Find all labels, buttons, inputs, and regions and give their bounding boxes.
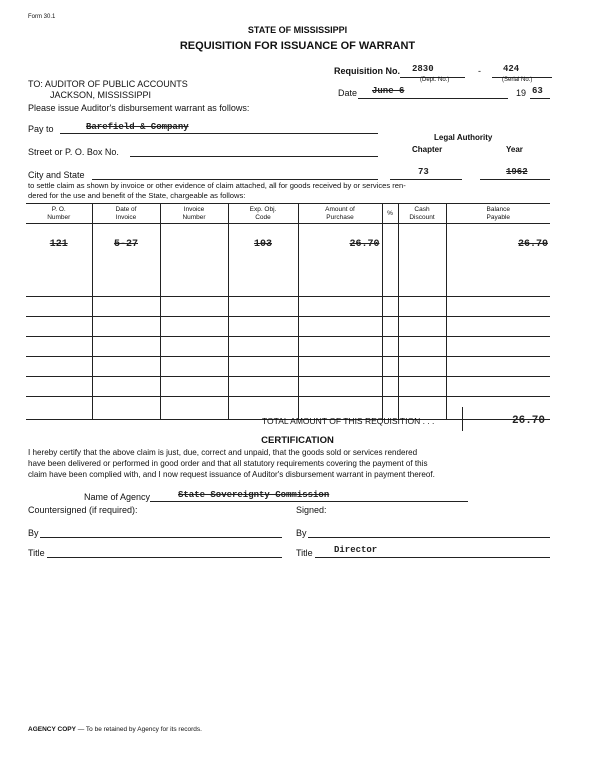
header-invoice-text: Invoice Number bbox=[182, 206, 206, 221]
header-percent bbox=[382, 204, 398, 224]
form-number: Form 30.1 bbox=[28, 14, 56, 20]
footer-copy bbox=[28, 726, 202, 733]
header-cash-text: Cash Discount bbox=[409, 206, 435, 221]
city-line bbox=[92, 179, 378, 180]
instruction-text: Please issue Auditor's disbursement warrant as follows: bbox=[28, 103, 250, 113]
cell-discount[interactable] bbox=[398, 224, 446, 297]
certification-line2: have been delivered or performed in good order and that all statutory requirements covering the payment of this bbox=[28, 459, 428, 468]
cell-exp[interactable] bbox=[228, 224, 298, 297]
header-amount-text: Amount of Purchase bbox=[325, 206, 355, 221]
cell-date-text: 5-27 bbox=[113, 239, 138, 250]
footer-copy-text: — To be retained by Agency for its records. bbox=[77, 726, 202, 733]
table-row bbox=[26, 297, 550, 317]
year-prefix: 19 bbox=[516, 88, 527, 98]
certification-title: CERTIFICATION bbox=[261, 435, 334, 446]
signed-title-label: Title bbox=[296, 548, 313, 558]
signed-title-line bbox=[315, 557, 550, 558]
table-row bbox=[26, 317, 550, 337]
table-row bbox=[26, 224, 550, 297]
header-percent-text: % bbox=[387, 209, 393, 217]
cell-balance[interactable] bbox=[446, 224, 550, 297]
certification-line1: I hereby certify that the above claim is just, due, correct and unpaid, that the goods sold or services rendered bbox=[28, 448, 418, 457]
agency-value[interactable]: State Sovereignty Commission bbox=[178, 490, 330, 500]
addressee-line1: TO: AUDITOR OF PUBLIC ACCOUNTS bbox=[28, 79, 188, 89]
street-line bbox=[130, 156, 378, 157]
street-label: Street or P. O. Box No. bbox=[28, 147, 119, 157]
header-invoice-number bbox=[160, 204, 228, 224]
chapter-label: Chapter bbox=[412, 145, 443, 154]
header-balance-text: Balance Payable bbox=[486, 206, 510, 221]
legal-authority-title: Legal Authority bbox=[434, 133, 493, 142]
countersigned-by-label: By bbox=[28, 528, 39, 538]
year-label: Year bbox=[506, 145, 523, 154]
cell-amount-text: 26.70 bbox=[349, 239, 380, 250]
year-authority-line bbox=[480, 179, 550, 180]
header-exp-obj-code bbox=[228, 204, 298, 224]
cell-invoice[interactable] bbox=[160, 224, 228, 297]
agency-line bbox=[150, 501, 468, 502]
year-line bbox=[530, 98, 550, 99]
pay-to-label: Pay to bbox=[28, 124, 54, 134]
header-cash-discount bbox=[398, 204, 446, 224]
footer-copy-label: AGENCY COPY bbox=[28, 726, 76, 733]
settle-text-1: to settle claim as shown by invoice or other evidence of claim attached, all for goods received by or services ren- bbox=[28, 181, 406, 190]
year-value[interactable]: 63 bbox=[532, 86, 543, 96]
date-line bbox=[358, 98, 508, 99]
signed-by-line[interactable] bbox=[308, 537, 550, 538]
cell-balance-text: 26.70 bbox=[517, 239, 548, 250]
page-title: REQUISITION FOR ISSUANCE OF WARRANT bbox=[179, 40, 416, 52]
total-divider bbox=[462, 407, 463, 431]
total-value[interactable]: 26.70 bbox=[512, 415, 546, 427]
serial-no-value[interactable]: 424 bbox=[503, 64, 520, 74]
agency-label: Name of Agency bbox=[84, 492, 151, 502]
city-label: City and State bbox=[28, 170, 85, 180]
cell-percent[interactable] bbox=[382, 224, 398, 297]
pay-to-line bbox=[60, 133, 378, 134]
signed-by-label: By bbox=[296, 528, 307, 538]
date-label: Date bbox=[338, 88, 358, 98]
claim-table bbox=[26, 203, 550, 420]
table-row bbox=[26, 357, 550, 377]
serial-no-caption: (Serial No.) bbox=[502, 77, 533, 83]
settle-text-2: dered for the use and benefit of the State, chargeable as follows: bbox=[28, 191, 246, 200]
header-amount bbox=[298, 204, 382, 224]
state-heading: STATE OF MISSISSIPPI bbox=[247, 25, 348, 35]
header-exp-text: Exp. Obj. Code bbox=[249, 206, 277, 221]
certification-line3: claim have been complied with, and I now request issuance of Auditor's disbursement warrant in payment thereof. bbox=[28, 470, 435, 479]
cell-date[interactable] bbox=[92, 224, 160, 297]
countersigned-title-label: Title bbox=[28, 548, 45, 558]
year-authority-value[interactable]: 1962 bbox=[506, 167, 528, 177]
dept-no-caption: (Dept. No.) bbox=[420, 77, 450, 83]
requisition-label: Requisition No. bbox=[334, 66, 400, 76]
table-row bbox=[26, 377, 550, 397]
chapter-value[interactable]: 73 bbox=[418, 167, 429, 177]
date-value[interactable]: June 6 bbox=[372, 86, 405, 96]
countersigned-title-line[interactable] bbox=[47, 557, 282, 558]
cell-po-text: 121 bbox=[49, 239, 68, 250]
signed-title-value[interactable]: Director bbox=[334, 545, 378, 555]
requisition-dash: - bbox=[478, 66, 481, 76]
signed-label: Signed: bbox=[296, 505, 327, 515]
pay-to-value[interactable]: Barefield & Company bbox=[86, 122, 189, 132]
total-label: TOTAL AMOUNT OF THIS REQUISITION . . . bbox=[262, 416, 435, 426]
header-date-text: Date of Invoice bbox=[115, 206, 137, 221]
cell-po[interactable] bbox=[26, 224, 92, 297]
header-po-number-text: P. O. Number bbox=[47, 206, 71, 221]
chapter-line bbox=[390, 179, 462, 180]
header-po-number bbox=[26, 204, 92, 224]
dept-no-value[interactable]: 2830 bbox=[412, 64, 434, 74]
table-row bbox=[26, 337, 550, 357]
cell-amount[interactable] bbox=[298, 224, 382, 297]
addressee-line2: JACKSON, MISSISSIPPI bbox=[50, 90, 152, 100]
header-date-of-invoice bbox=[92, 204, 160, 224]
countersigned-by-line[interactable] bbox=[40, 537, 282, 538]
header-balance-payable bbox=[446, 204, 550, 224]
cell-exp-text: 103 bbox=[253, 239, 272, 250]
countersigned-label: Countersigned (if required): bbox=[28, 505, 138, 515]
